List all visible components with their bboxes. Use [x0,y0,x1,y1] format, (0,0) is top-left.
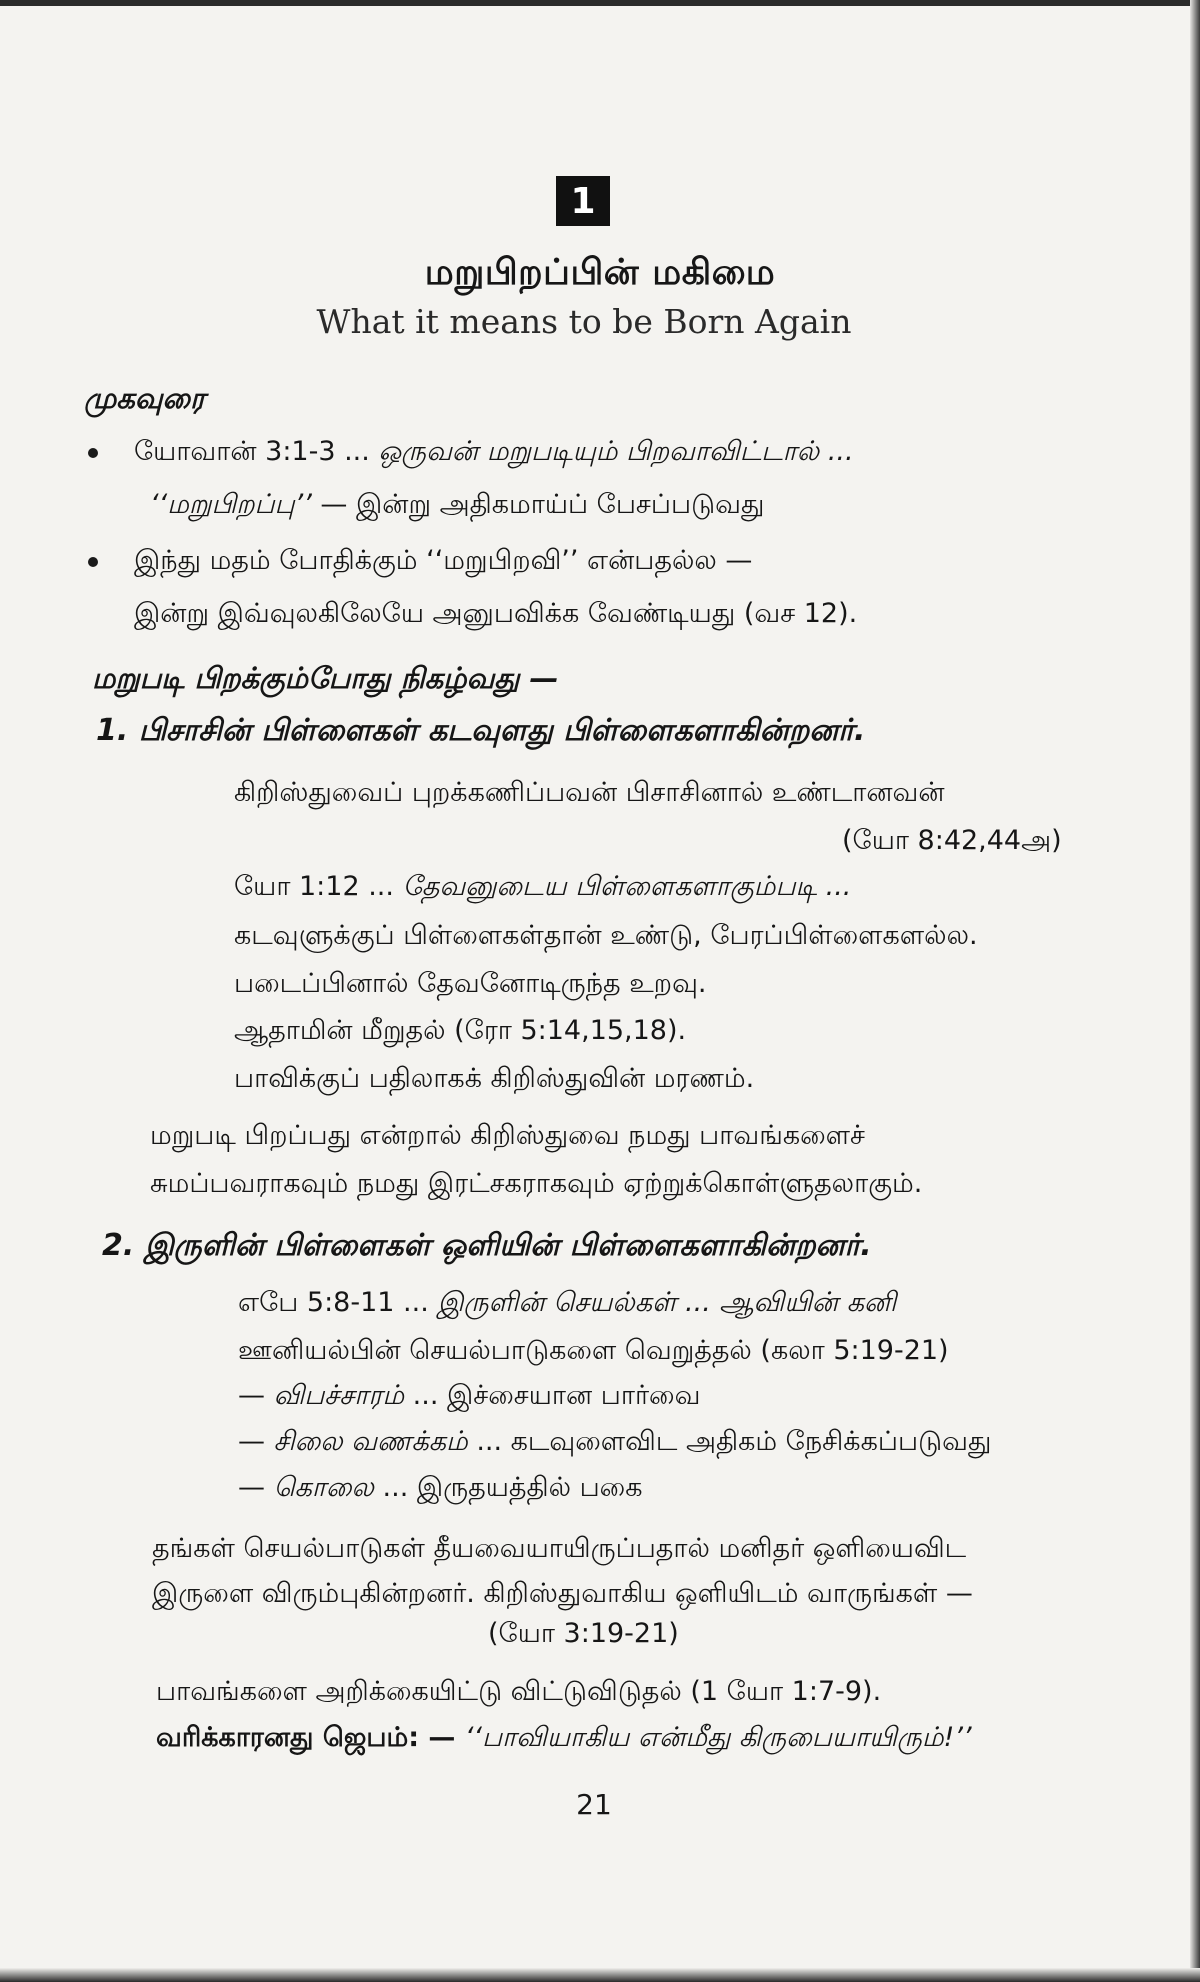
page-edge-top [0,0,1200,6]
bullet-icon [88,557,98,567]
intro-bullet-2-line-1: இந்து மதம் போதிக்கும் ‘‘மறுபிறவி’’ என்பதல்ல — [134,545,753,576]
point-2-line-1 [238,1285,896,1321]
key-term: விபச்சாரம் [273,1380,405,1411]
dash: — [238,1426,274,1457]
key-term: ‘‘மறுபிறப்பு’’ [150,489,312,520]
point-2-prayer-line [156,1720,972,1756]
key-term: கொலை [273,1472,374,1503]
scripture-quote: ஒருவன் மறுபடியும் பிறவாவிட்டால் ... [378,436,854,467]
point-2-summary-line-1: தங்கள் செயல்பாடுகள் தீயவையாயிருப்பதால் மனிதர் ஒளியைவிட [152,1533,967,1564]
scripture-reference: எபே 5:8-11 ... [238,1287,438,1318]
line-text: ... கடவுளைவிட அதிகம் நேசிக்கப்படுவது [467,1426,992,1457]
point-1-summary-line-2: சுமப்பவராகவும் நமது இரட்சகராகவும் ஏற்றுக்கொள்ளுதலாகும். [150,1168,923,1199]
point-2-summary-reference: (யோ 3:19-21) [488,1618,679,1649]
point-2-line-4 [238,1424,991,1460]
bullet-icon [88,448,98,458]
point-2-line-5 [238,1470,643,1506]
scripture-reference: யோவான் 3:1-3 ... [134,436,379,467]
intro-bullet-2-line-2: இன்று இவ்வுலகிலேயே அனுபவிக்க வேண்டியது (வச 12). [134,598,858,629]
point-1-summary-line-1: மறுபடி பிறப்பது என்றால் கிறிஸ்துவை நமது பாவங்களைச் [150,1120,865,1151]
scripture-quote: தேவனுடைய பிள்ளைகளாகும்படி ... [402,871,852,902]
prayer-quote: ‘‘பாவியாகிய என்மீது கிருபையாயிரும்!’’ [464,1722,972,1753]
intro-bullet-1-line-1 [134,434,854,470]
page-number: 21 [576,1788,612,1821]
dash: — [238,1472,274,1503]
chapter-number-badge: 1 [556,176,610,226]
point-2-heading: 2. இருளின் பிள்ளைகள் ஒளியின் பிள்ளைகளாகின்றனர். [102,1228,872,1263]
section-heading: மறுபடி பிறக்கும்போது நிகழ்வது — [92,661,559,695]
line-text: ... இருதயத்தில் பகை [373,1472,643,1503]
line-text: ... இச்சையான பார்வை [404,1380,701,1411]
chapter-subtitle: What it means to be Born Again [316,302,852,341]
point-2-confession-line: பாவங்களை அறிக்கையிட்டு விட்டுவிடுதல் (1 யோ 1:7-9). [156,1676,882,1707]
scripture-quote: இருளின் செயல்கள் ... ஆவியின் கனி [437,1287,897,1318]
point-1-line-2 [234,869,851,905]
point-1-line-3: கடவுளுக்குப் பிள்ளைகள்தான் உண்டு, பேரப்பிள்ளைகளல்ல. [234,920,978,951]
point-1-line-5: ஆதாமின் மீறுதல் (ரோ 5:14,15,18). [234,1015,687,1046]
point-1-heading: 1. பிசாசின் பிள்ளைகள் கடவுளது பிள்ளைகளாகின்றனர். [96,713,866,748]
chapter-title: மறுபிறப்பின் மகிமை [424,252,776,293]
scripture-reference: யோ 1:12 ... [234,871,403,902]
dash: — [238,1380,274,1411]
point-2-line-2: ஊனியல்பின் செயல்பாடுகளை வெறுத்தல் (கலா 5:19-21) [238,1335,949,1366]
point-1-line-4: படைப்பினால் தேவனோடிருந்த உறவு. [234,968,707,999]
page-edge-bottom [0,1968,1200,1982]
point-1-line-1: கிறிஸ்துவைப் புறக்கணிப்பவன் பிசாசினால் உண்டானவன் [234,777,945,808]
intro-heading: முகவுரை [84,381,205,415]
point-2-summary-line-2: இருளை விரும்புகின்றனர். கிறிஸ்துவாகிய ஒளியிடம் வாருங்கள் — [152,1578,973,1609]
key-term: சிலை வணக்கம் [273,1426,468,1457]
line-text: — இன்று அதிகமாய்ப் பேசப்படுவது [311,489,765,520]
point-2-line-3 [238,1378,700,1414]
point-1-line-1-reference: (யோ 8:42,44அ) [842,825,1062,856]
intro-bullet-1-line-2 [150,487,764,523]
point-1-line-6: பாவிக்குப் பதிலாகக் கிறிஸ்துவின் மரணம். [234,1063,755,1094]
prayer-label: வரிக்காரனது ஜெபம்: — [156,1722,465,1753]
